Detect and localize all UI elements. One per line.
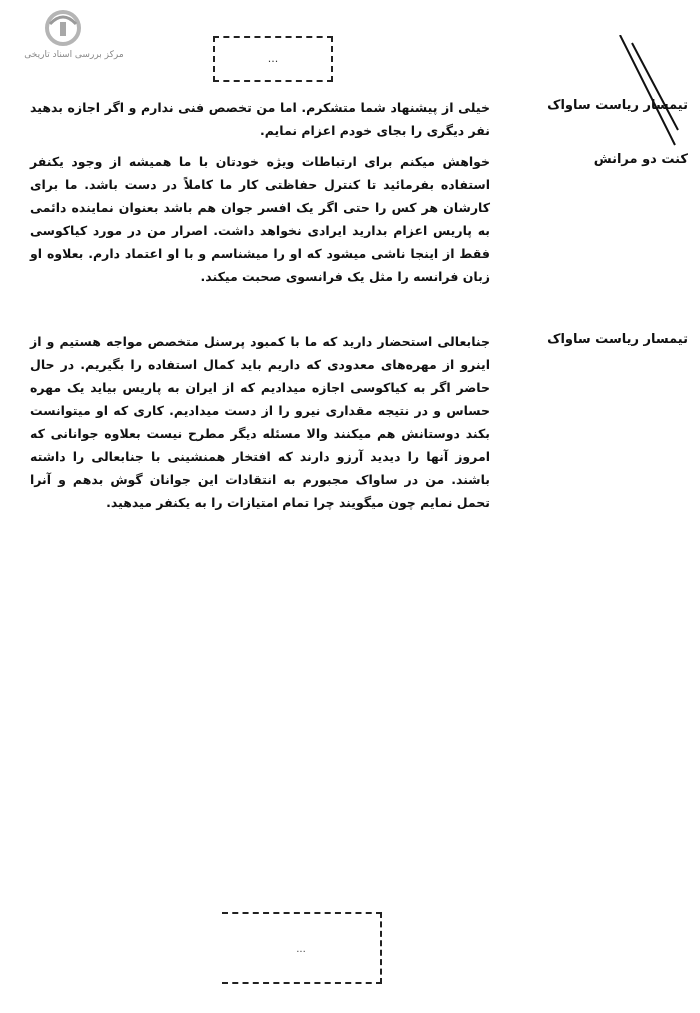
archive-logo-text: مرکز بررسی اسناد تاریخی: [24, 50, 124, 60]
archive-stamp: [222, 912, 382, 984]
paragraph-3: جنابعالی استحضار دارید که ما با کمبود پرسنل متخصص مواجه هستیم و از اینرو از مهره‌های معدودی که داریم باید کمال استفاده را بگیریم. در حال حاضر اگر به کیاکوسی اجازه میدادیم که از ایران به پاریس بیاید یک مهره حساس و در نتیجه مقداری نیرو را از دست میدادیم. کاری که او میتوانست بکند دوستانش هم میکنند والا مسئله دیگر مطرح نیست بعلاوه جوانانی که امروز آنها را دیدید آرزو دارند که افتخار همنشینی با جنابعالی را داشته باشند. من در ساواک مجبورم به انتقادات این جوانان گوش بدهم و آنرا تحمل نمایم چون میگویند چرا تمام امتیازات را به یکنفر میدهید.: [30, 334, 490, 510]
speaker-label-3: تیمسار ریاست ساواک: [547, 332, 688, 347]
speaker-label-1: تیمسار ریاست ساواک: [547, 98, 688, 113]
speaker-label-2: کنت دو مرانش: [593, 152, 688, 167]
archive-logo-icon: [42, 8, 84, 48]
margin-diagonal-lines: [600, 35, 680, 155]
paragraph-2: خواهش میکنم برای ارتباطات ویژه خودتان با ما همیشه از وجود یکنفر استفاده بفرمائید تا کنترل حفاظتی کار ما کاملاً در دست باشد. ما برای کارشان هر کس را حتی اگر یک افسر جوان هم باشد بعنوان نماینده دائمی به پاریس اعزام بدارید ایرادی نخواهد داشت. اصرار من در مورد کیاکوسی فقط از اینجا ناشی میشود که او را میشناسم و با او اعتماد دارم. بعلاوه او زبان فرانسه را مثل یک فرانسوی صحبت میکند.: [30, 154, 490, 284]
classification-stamp-text: ...: [267, 52, 279, 65]
paragraph-1: خیلی از پیشنهاد شما متشکرم. اما من تخصص فنی ندارم و اگر اجازه بدهید نفر دیگری را بجای خودم اعزام نمایم.: [30, 100, 490, 138]
archive-logo: [14, 8, 124, 68]
classification-stamp: [213, 36, 333, 82]
archive-stamp-text: ...: [296, 944, 306, 955]
